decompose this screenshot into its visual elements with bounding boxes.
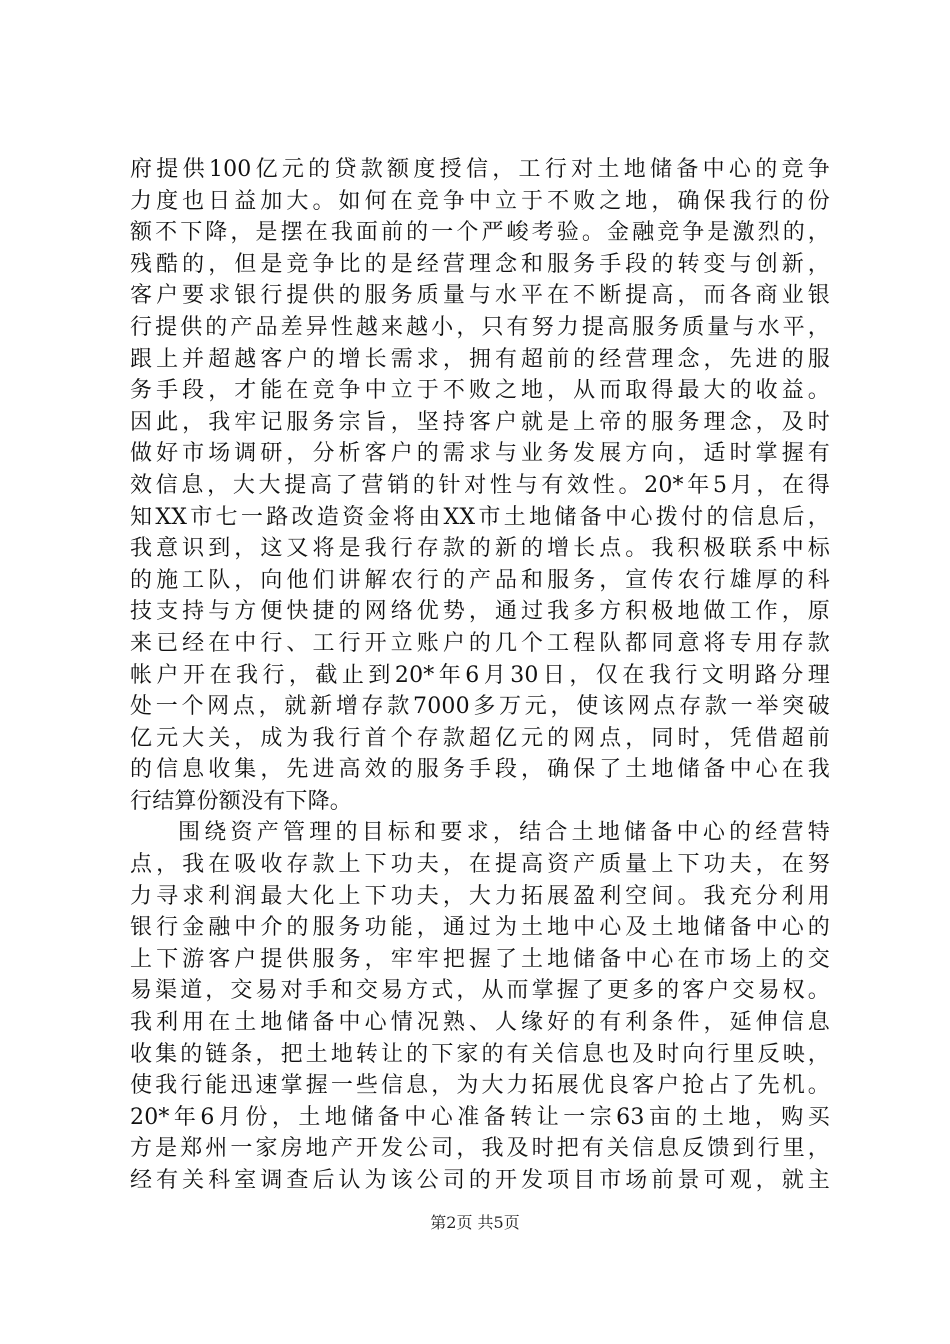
text-line: 20*年6月份，土地储备中心准备转让一宗63亩的土地，购买 — [130, 1104, 830, 1130]
page-number-footer: 第2页 共5页 — [430, 1213, 520, 1232]
text-line: 行结算份额没有下降。 — [130, 788, 353, 814]
text-line: 力寻求利润最大化上下功夫，大力拓展盈利空间。我充分利用 — [130, 883, 830, 909]
text-line: 银行金融中介的服务功能，通过为土地中心及土地储备中心的 — [130, 915, 830, 941]
text-line: 来已经在中行、工行开立账户的几个工程队都同意将专用存款 — [130, 630, 830, 656]
text-line: 经有关科室调查后认为该公司的开发项目市场前景可观，就主 — [130, 1168, 830, 1193]
text-line: 处一个网点，就新增存款7000多万元，使该网点存款一举突破 — [130, 694, 830, 720]
text-line: 收集的链条，把土地转让的下家的有关信息也及时向行里反映， — [130, 1041, 830, 1067]
text-line: 务手段，才能在竞争中立于不败之地，从而取得最大的收益。 — [130, 378, 830, 404]
text-line: 行提供的产品差异性越来越小，只有努力提高服务质量与水平， — [130, 314, 830, 340]
text-line: 上下游客户提供服务，牢牢把握了土地储备中心在市场上的交 — [130, 946, 830, 972]
text-line: 技支持与方便快捷的网络优势，通过我多方积极地做工作，原 — [130, 599, 830, 625]
text-line: 的信息收集，先进高效的服务手段，确保了土地储备中心在我 — [130, 757, 830, 783]
text-line: 方是郑州一家房地产开发公司，我及时把有关信息反馈到行里， — [130, 1136, 830, 1162]
text-line: 点，我在吸收存款上下功夫，在提高资产质量上下功夫，在努 — [130, 852, 830, 878]
text-line: 力度也日益加大。如何在竞争中立于不败之地，确保我行的份 — [130, 188, 830, 214]
text-line: 知XX市七一路改造资金将由XX市土地储备中心拨付的信息后， — [130, 504, 830, 530]
text-line: 府提供100亿元的贷款额度授信，工行对土地储备中心的竞争 — [130, 157, 830, 182]
text-line: 客户要求银行提供的服务质量与水平在不断提高，而各商业银 — [130, 283, 830, 309]
text-line: 跟上并超越客户的增长需求，拥有超前的经营理念，先进的服 — [130, 346, 830, 372]
text-line: 亿元大关，成为我行首个存款超亿元的网点，同时，凭借超前 — [130, 725, 830, 751]
text-line: 的施工队，向他们讲解农行的产品和服务，宣传农行雄厚的科 — [130, 567, 830, 593]
text-line: 易渠道，交易对手和交易方式，从而掌握了更多的客户交易权。 — [130, 978, 830, 1004]
text-line: 残酷的，但是竞争比的是经营理念和服务手段的转变与创新， — [130, 251, 830, 277]
paragraph-first-line: 围绕资产管理的目标和要求，结合土地储备中心的经营特 — [178, 820, 830, 846]
text-line: 额不下降，是摆在我面前的一个严峻考验。金融竞争是激烈的， — [130, 220, 830, 246]
text-line: 效信息，大大提高了营销的针对性与有效性。20*年5月，在得 — [130, 472, 830, 498]
text-line: 做好市场调研，分析客户的需求与业务发展方向，适时掌握有 — [130, 441, 830, 467]
text-line: 因此，我牢记服务宗旨，坚持客户就是上帝的服务理念，及时 — [130, 409, 830, 435]
text-line: 我意识到，这又将是我行存款的新的增长点。我积极联系中标 — [130, 536, 830, 562]
text-line: 我利用在土地储备中心情况熟、人缘好的有利条件，延伸信息 — [130, 1010, 830, 1036]
text-line: 帐户开在我行，截止到20*年6月30日，仅在我行文明路分理 — [130, 662, 830, 688]
document-body — [130, 154, 830, 1197]
text-line: 使我行能迅速掌握一些信息，为大力拓展优良客户抢占了先机。 — [130, 1073, 830, 1099]
